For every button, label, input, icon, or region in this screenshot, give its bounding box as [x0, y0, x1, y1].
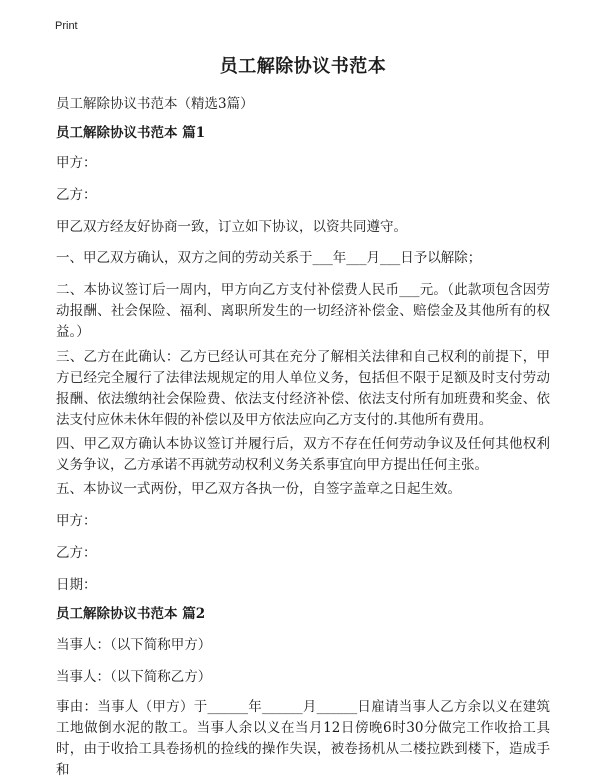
- document-title: 员工解除协议书范本: [219, 56, 387, 77]
- section1-date: 日期：: [56, 577, 97, 593]
- section1-sign-a: 甲方：: [56, 513, 97, 529]
- section2-party-a: 当事人：（以下简称甲方）: [56, 637, 212, 653]
- section1-party-a: 甲方：: [56, 155, 97, 171]
- section2-matter: 事由：当事人（甲方）于______年______月______日雇请当事人乙方余以义在建筑工地做倒水泥的散工。当事人余以义在当月12日傍晚6时30分做完工作收拾工具时，由于收拾工具卷扬机的捡线的操作失误，被卷扬机从二楼拉跌到楼下，造成手和: [56, 699, 550, 778]
- section1-clause1: 一、甲乙双方确认，双方之间的劳动关系于___年___月___日予以解除；: [56, 250, 482, 266]
- section2-party-b: 当事人：（以下简称乙方）: [56, 669, 212, 685]
- section1-heading: 员工解除协议书范本 篇1: [56, 125, 206, 141]
- section1-intro: 甲乙双方经友好协商一致，订立如下协议，以资共同遵守。: [56, 219, 407, 235]
- section1-clause4: 四、甲乙双方确认本协议签订并履行后，双方不存在任何劳动争议及任何其他权利义务争议，乙方承诺不再就劳动权利义务关系事宜向甲方提出任何主张。: [56, 436, 550, 473]
- section1-clause3: 三、乙方在此确认：乙方已经认可其在充分了解相关法律和自己权利的前提下，甲方已经完全履行了法律法规规定的用人单位义务，包括但不限于足额及时支付劳动报酬、依法缴纳社会保险费、依法支付经济补偿、依法支付所有加班费和奖金、依法支付应休未休年假的补偿以及甲方依法应向乙方支付的.其他所有费用。: [56, 349, 550, 428]
- document-subtitle: 员工解除协议书范本（精选3篇）: [56, 96, 254, 112]
- section1-clause5: 五、本协议一式两份，甲乙双方各执一份，自签字盖章之日起生效。: [56, 481, 461, 497]
- print-link[interactable]: Print: [55, 20, 78, 32]
- section2-heading: 员工解除协议书范本 篇2: [56, 606, 206, 622]
- section1-party-b: 乙方：: [56, 187, 97, 203]
- section1-sign-b: 乙方：: [56, 545, 97, 561]
- section1-clause2: 二、本协议签订后一周内，甲方向乙方支付补偿费人民币___元。（此款项包含因劳动报酬、社会保险、福利、离职所发生的一切经济补偿金、赔偿金及其他所有的权益。）: [56, 282, 550, 340]
